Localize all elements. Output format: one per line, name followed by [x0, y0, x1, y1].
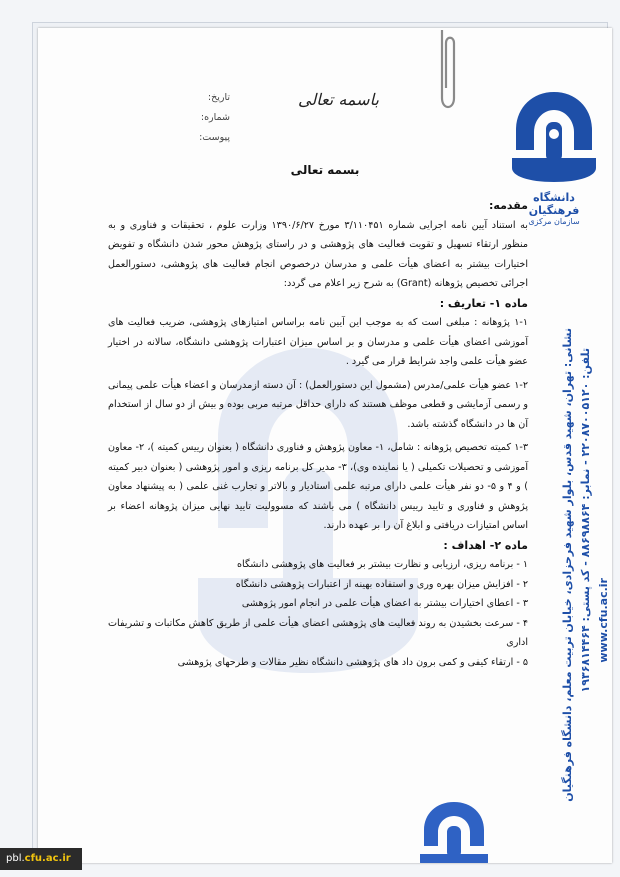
- goal-1: ۱ - برنامه ریزی، ارزیابی و نظارت بیشتر بر فعالیت های پژوهشی دانشگاه: [237, 559, 528, 570]
- address-text: نشانی: تهران، شهید قدس، بلوار شهید فرحزادی، خیابان تربیت معلم، دانشگاه فرهنگیان: [561, 328, 574, 802]
- handwritten-title: باسمه تعالی: [298, 90, 379, 109]
- definition-2: ۱-۲ عضو هیأت علمی/مدرس (مشمول این دستورالعمل) : آن دسته ازمدرسان و اعضاء هیأت علمی پیمانی و رسمی آزمایشی و قطعی موظف هستند که دارای حداقل مرتبه مربی بوده و بیش از دو سال از استخدام آن ها در دانشگاه گذشته باشد.: [108, 379, 528, 430]
- contact-side-strip: [550, 328, 610, 802]
- date-label: تاریخ:: [207, 92, 230, 103]
- site-watermark-link[interactable]: [0, 848, 82, 870]
- phone-text: تلفن: ۲۲۰۸۷۰۰۵۱۲۰ - نمابر: ۸۸۶۹۸۸۶۴ - کد پستی: ۱۹۳۶۸۱۴۴۶۴: [579, 348, 592, 693]
- document-page: [38, 28, 612, 863]
- unit-name: سازمان مرکزی: [528, 217, 580, 226]
- goal-2: ۲ - افزایش میزان بهره وری و استفاده بهینه از اعتبارات پژوهشی دانشگاه: [235, 578, 528, 590]
- intro-heading: مقدمه:: [489, 199, 528, 212]
- site-domain: cfu.ac.ir: [24, 853, 71, 864]
- goal-5: ۵ - ارتقاء کیفی و کمی برون داد های پژوهشی دانشگاه نظیر مقالات و طرحهای پژوهشی: [177, 656, 528, 668]
- goal-4: ۴ - سرعت بخشیدن به روند فعالیت های پژوهشی اعضای هیأت علمی از طریق کاهش مکاتبات و تشریفات اداری: [108, 617, 528, 648]
- goal-3: ۳ - اعطای اختیارات بیشتر به اعضای هیأت علمی در انجام امور پژوهشی: [241, 598, 528, 609]
- document-body: [108, 196, 528, 672]
- article2-heading: ماده ۲- اهداف :: [443, 538, 528, 552]
- paperclip-icon: [424, 28, 464, 128]
- definition-1: ۱-۱ پژوهانه : مبلغی است که به موجب این آیین نامه براساس امتیازهای پژوهشی، ضریب فعالیت های آموزشی اعضای هیأت علمی و مدرسان و بر اساس میزان اعتبارات پژوهشی دانشگاه، سالانه در اختیار عضو هیأت علمی واجد شرایط قرار می گیرد .: [108, 317, 528, 367]
- number-label: شماره:: [200, 112, 230, 123]
- university-name: دانشگاه فرهنگیان: [528, 191, 580, 217]
- letter-meta: [170, 88, 230, 148]
- definition-3: ۱-۳ کمیته تخصیص پژوهانه : شامل، ۱- معاون پژوهش و فناوری دانشگاه ( بعنوان رییس کمیته )، ۲- معاون آموزشی و تحصیلات تکمیلی ( یا نماینده وی)، ۳- مدیر کل برنامه ریزی و امور پژوهشی ( بعنوان دبیر کمیته ) و ۴ و ۵- دو نفر هیأت علمی دارای مرتبه علمی استادیار و بالاتر و تجارب غنی علمی ( به پیشنهاد معاون پژوهش و فناوری و تایید رییس دانشگاه ) می باشند که مسوولیت تایید نهایی میزان پژوهانه اعضاء بر اساس امتیازات دریافتی و ابلاغ آن را بر عهده دارند.: [108, 442, 528, 531]
- site-prefix: pbl.: [6, 853, 25, 864]
- article1-heading: ماده ۱- تعاریف :: [439, 296, 528, 310]
- intro-paragraph: به استناد آیین نامه اجرایی شماره ۳/۱۱۰۴۵۱ مورخ ۱۳۹۰/۶/۲۷ وزارت علوم ، تحقیقات و فناوری و به منظور ارتقاء تسهیل و تقویت فعالیت های پژوهشی و در راستای پژوهش محور شدن دانشگاه و تفویض اختیارات بیشتر به اعضای هیأت علمی و مدرسان درخصوص انجام فعالیت های پژوهشی، دستورالعمل اجرائی تخصیص پژوهانه (Grant) به شرح زیر اعلام می گردد:: [108, 219, 528, 289]
- university-footer-logo-icon: [416, 798, 492, 863]
- website-text: www.cfu.ac.ir: [597, 578, 610, 663]
- document-title: بسمه تعالی: [290, 163, 360, 177]
- attachment-label: پیوست:: [199, 132, 230, 143]
